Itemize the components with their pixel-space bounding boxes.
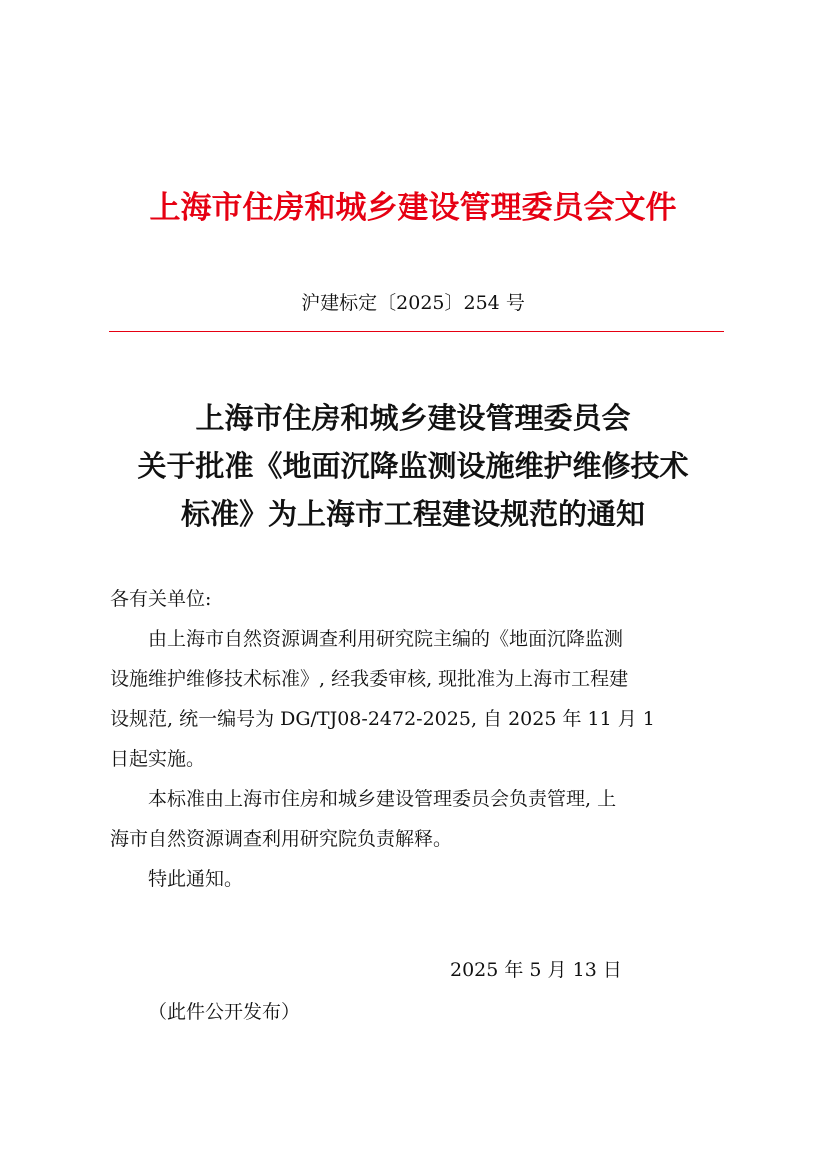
publication-note: （此件公开发布） [148,1001,301,1023]
notice-title-line-2: 关于批准《地面沉降监测设施维护维修技术 [137,449,689,483]
red-divider-line [109,331,724,332]
notice-title-line-3: 标准》为上海市工程建设规范的通知 [180,497,645,531]
paragraph-management-line-2: 海市自然资源调查利用研究院负责解释。 [110,828,453,850]
paragraph-management-line-1: 本标准由上海市住房和城乡建设管理委员会负责管理, 上 [148,788,617,810]
paragraph-management [110,779,716,859]
paragraph-approval-line-2: 设施维护维修技术标准》, 经我委审核, 现批准为上海市工程建 [110,668,629,690]
paragraph-approval [110,619,716,779]
salutation: 各有关单位: [110,588,212,610]
paragraph-approval-line-3: 设规范, 统一编号为 DG/TJ08-2472-2025, 自 2025 年 11 月 1 [110,708,655,730]
paragraph-approval-line-1: 由上海市自然资源调查利用研究院主编的《地面沉降监测 [148,628,624,650]
document-number: 沪建标定〔2025〕254 号 [301,292,525,314]
issue-date: 2025 年 5 月 13 日 [450,959,622,981]
closing-remark: 特此通知。 [148,868,244,890]
notice-title [100,394,726,538]
notice-title-line-1: 上海市住房和城乡建设管理委员会 [195,401,631,435]
paragraph-approval-line-4: 日起实施。 [110,748,206,770]
issuing-authority-title: 上海市住房和城乡建设管理委员会文件 [149,190,677,226]
